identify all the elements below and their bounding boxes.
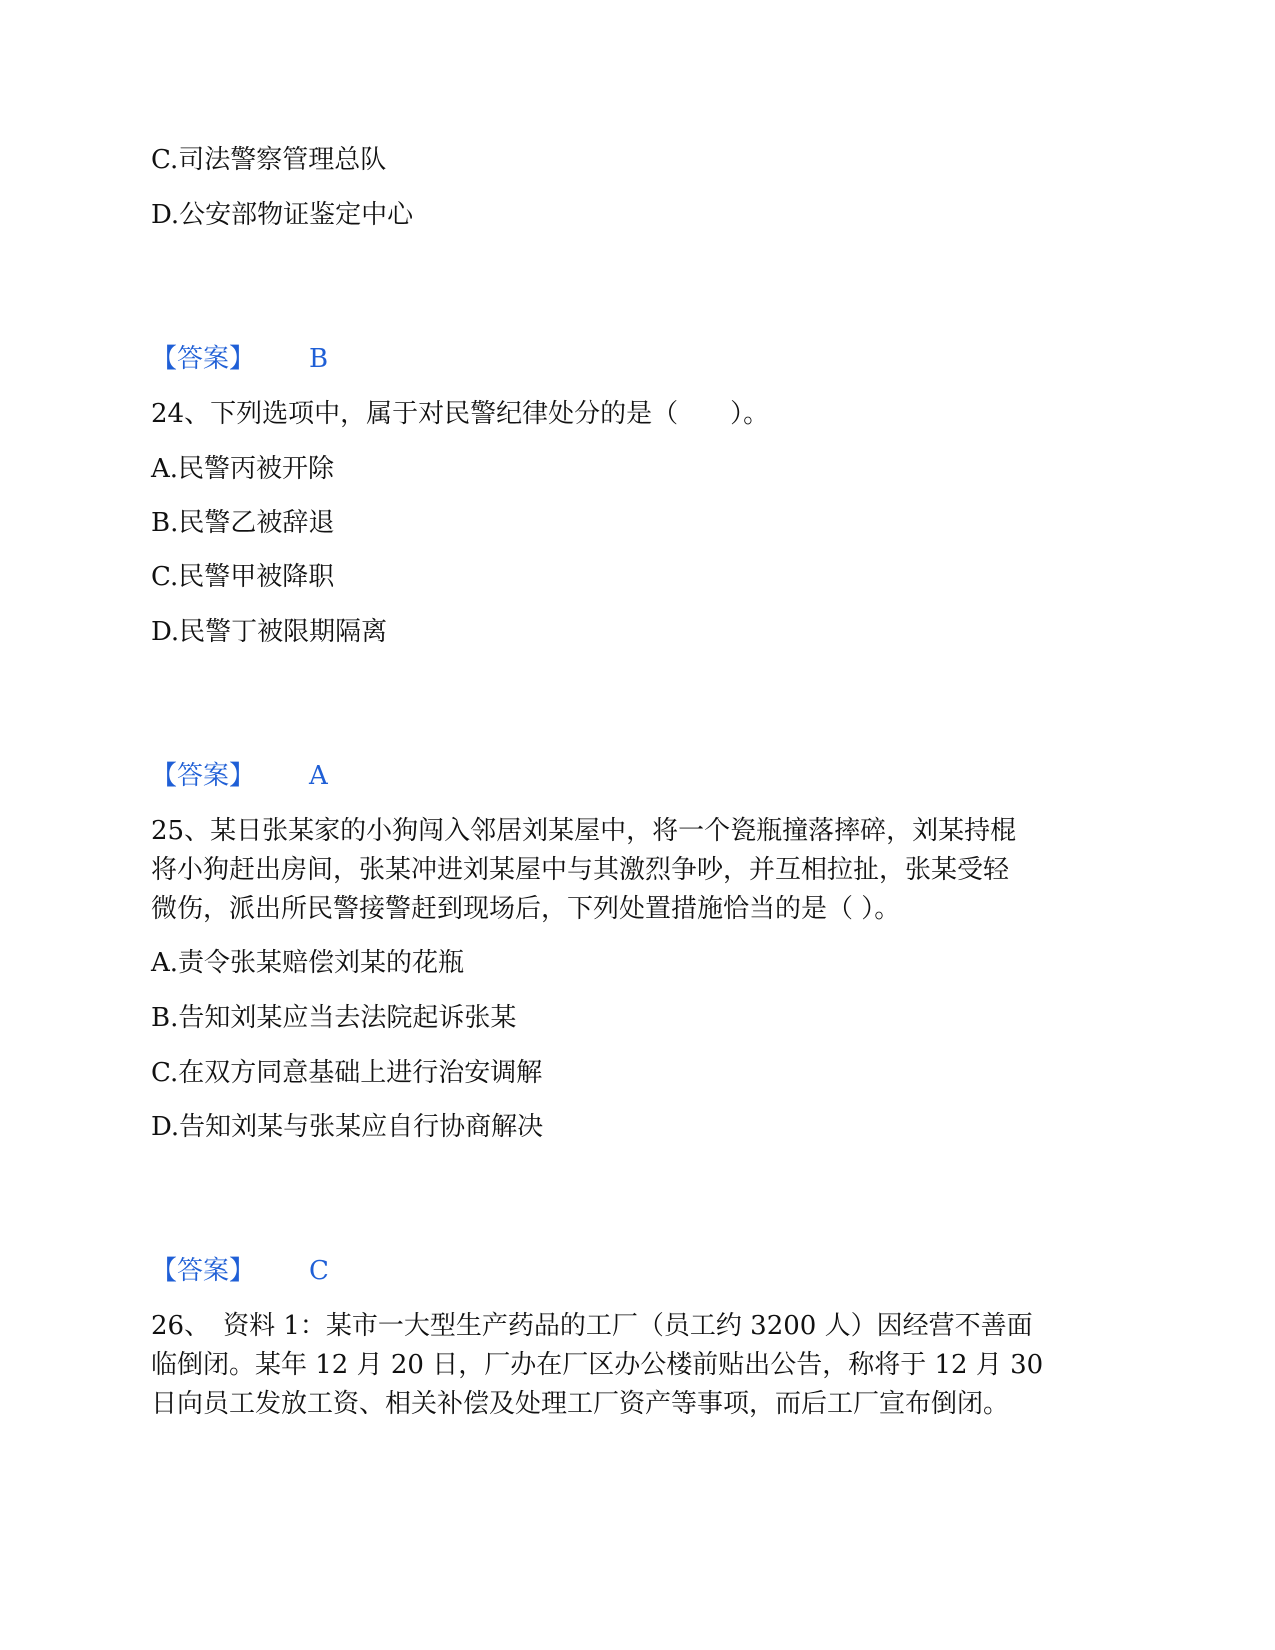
q24-option-d: D.民警丁被限期隔离: [151, 617, 388, 647]
q24-option-a: A.民警丙被开除: [151, 454, 335, 484]
q23-answer: [151, 342, 371, 376]
answer-value: B: [309, 344, 329, 374]
answer-label: 【答案】: [151, 761, 256, 791]
q24-option-b: B.民警乙被辞退: [151, 508, 335, 538]
q25-answer: [151, 1254, 371, 1288]
q26-line-2: 临倒闭。某年 12 月 20 日，厂办在厂区办公楼前贴出公告，称将于 12 月 30: [151, 1350, 1044, 1380]
q25-option-c: C.在双方同意基础上进行治安调解: [151, 1058, 543, 1088]
q25-question-line-2: 将小狗赶出房间，张某冲进刘某屋中与其激烈争吵，并互相拉扯，张某受轻: [151, 855, 1010, 885]
q24-question: 24、下列选项中，属于对民警纪律处分的是（ ）。: [151, 399, 770, 429]
q25-question-line-1: 25、某日张某家的小狗闯入邻居刘某屋中，将一个瓷瓶撞落摔碎，刘某持棍: [151, 816, 1017, 846]
answer-label: 【答案】: [151, 1256, 256, 1286]
q23-option-c: C.司法警察管理总队: [151, 145, 387, 175]
answer-label: 【答案】: [151, 344, 256, 374]
q25-option-a: A.责令张某赔偿刘某的花瓶: [151, 948, 465, 978]
q25-option-d: D.告知刘某与张某应自行协商解决: [151, 1112, 544, 1142]
q26-line-3: 日向员工发放工资、相关补偿及处理工厂资产等事项，而后工厂宣布倒闭。: [151, 1389, 1010, 1419]
q26-line-1: 26、 资料 1：某市一大型生产药品的工厂（员工约 3200 人）因经营不善面: [151, 1311, 1033, 1341]
q24-answer: [151, 759, 371, 793]
q24-option-c: C.民警甲被降职: [151, 562, 335, 592]
answer-value: A: [309, 761, 328, 791]
answer-value: C: [309, 1256, 329, 1286]
q23-option-d: D.公安部物证鉴定中心: [151, 200, 414, 230]
q25-option-b: B.告知刘某应当去法院起诉张某: [151, 1003, 517, 1033]
q25-question-line-3: 微伤，派出所民警接警赶到现场后，下列处置措施恰当的是（ ）。: [151, 894, 901, 924]
